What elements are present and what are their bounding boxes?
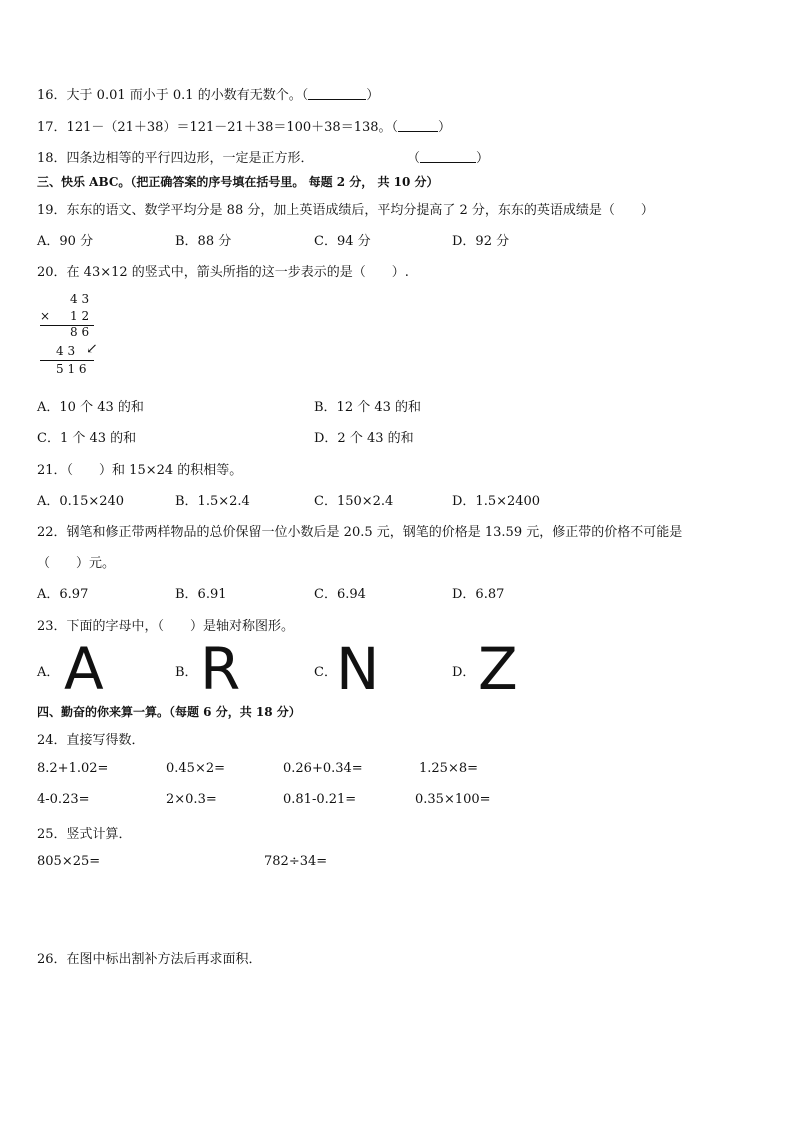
q22-option-b[interactable]: B．6.91 [175,587,227,602]
q23-option-d-label[interactable]: D． [452,665,476,680]
question-25-text: 25．竖式计算． [37,827,132,842]
section-4-heading: 四、勤奋的你来算一算。（每题 6 分，共 18 分） [37,705,301,719]
q19-option-b[interactable]: B．88 分 [175,234,232,249]
question-16 [37,84,379,103]
question-20-text: 20．在 43×12 的竖式中，箭头所指的这一步表示的是（ ）. [37,265,409,280]
letter-n-figure: N [336,635,380,703]
question-26-text: 26．在图中标出割补方法后再求面积． [37,952,262,967]
q22-option-c[interactable]: C．6.94 [314,587,366,602]
letter-a-figure: A [64,635,104,703]
calc-item: 2×0.3= [166,792,217,807]
question-18-close: ） [476,151,490,166]
vert-row-5: 5 1 6 [56,362,87,376]
question-18-answer [407,147,489,166]
calc-item: 0.81-0.21= [283,792,357,807]
answer-blank-18[interactable] [420,150,476,163]
vertical-multiplication [38,292,108,378]
question-22-text: 22．钢笔和修正带两样物品的总价保留一位小数后是 20.5 元，钢笔的价格是 13.59 元，修正带的价格不可能是 [37,525,683,540]
vertical-calc-item: 805×25= [37,854,101,869]
q20-option-c[interactable]: C．1 个 43 的和 [37,431,137,446]
q23-option-b-label[interactable]: B． [175,665,198,680]
question-17 [37,116,451,135]
vert-line-2 [40,360,94,361]
vert-row-3: 8 6 [70,325,90,339]
question-24-text: 24．直接写得数． [37,733,145,748]
arrow-icon: ↙ [86,341,98,357]
q20-option-b[interactable]: B．12 个 43 的和 [314,400,422,415]
vert-times-sign: × [40,309,51,323]
q19-option-c[interactable]: C．94 分 [314,234,371,249]
question-17-text: 17．121－（21＋38）＝121－21＋38＝100＋38＝138。（ [37,120,399,135]
question-18-text: 18．四条边相等的平行四边形，一定是正方形． [37,151,314,166]
calc-item: 1.25×8= [419,761,479,776]
q23-option-a-label[interactable]: A． [37,665,60,680]
calc-item: 4-0.23= [37,792,90,807]
section-3-heading: 三、快乐 ABC。（把正确答案的序号填在括号里。 每题 2 分， 共 10 分） [37,175,439,189]
q19-option-a[interactable]: A．90 分 [37,234,94,249]
question-21-text: 21．（ ）和 15×24 的积相等。 [37,463,243,478]
answer-blank-17[interactable] [398,119,438,132]
question-18-open: （ [407,151,421,166]
question-23-text: 23．下面的字母中，（ ）是轴对称图形。 [37,619,295,634]
q21-option-d[interactable]: D．1.5×2400 [452,494,541,509]
question-16-close: ） [366,88,380,103]
question-16-text: 16．大于 0.01 而小于 0.1 的小数有无数个。（ [37,88,309,103]
vert-row-4: 4 3 [56,344,76,358]
vert-row-2: 1 2 [70,309,90,323]
q23-option-c-label[interactable]: C． [314,665,337,680]
q20-option-a[interactable]: A．10 个 43 的和 [37,400,144,415]
q21-option-a[interactable]: A．0.15×240 [37,494,125,509]
calc-item: 0.45×2= [166,761,226,776]
q19-option-d[interactable]: D．92 分 [452,234,510,249]
q20-option-d[interactable]: D．2 个 43 的和 [314,431,414,446]
calc-item: 8.2+1.02= [37,761,109,776]
q21-option-c[interactable]: C．150×2.4 [314,494,394,509]
calc-item: 0.35×100= [415,792,491,807]
vert-row-1: 4 3 [70,292,90,306]
question-18 [37,147,314,166]
letter-z-figure: Z [478,635,518,703]
calc-item: 0.26+0.34= [283,761,363,776]
q22-option-d[interactable]: D．6.87 [452,587,505,602]
question-22-text-2: （ ）元。 [37,556,116,571]
question-17-close: ） [438,120,452,135]
answer-blank-16[interactable] [308,87,366,100]
letter-r-figure: R [200,635,241,703]
question-19-text: 19．东东的语文、数学平均分是 88 分，加上英语成绩后，平均分提高了 2 分，东东的英语成绩是（ ） [37,203,654,218]
vertical-calc-item: 782÷34= [264,854,328,869]
q22-option-a[interactable]: A．6.97 [37,587,89,602]
q21-option-b[interactable]: B．1.5×2.4 [175,494,250,509]
